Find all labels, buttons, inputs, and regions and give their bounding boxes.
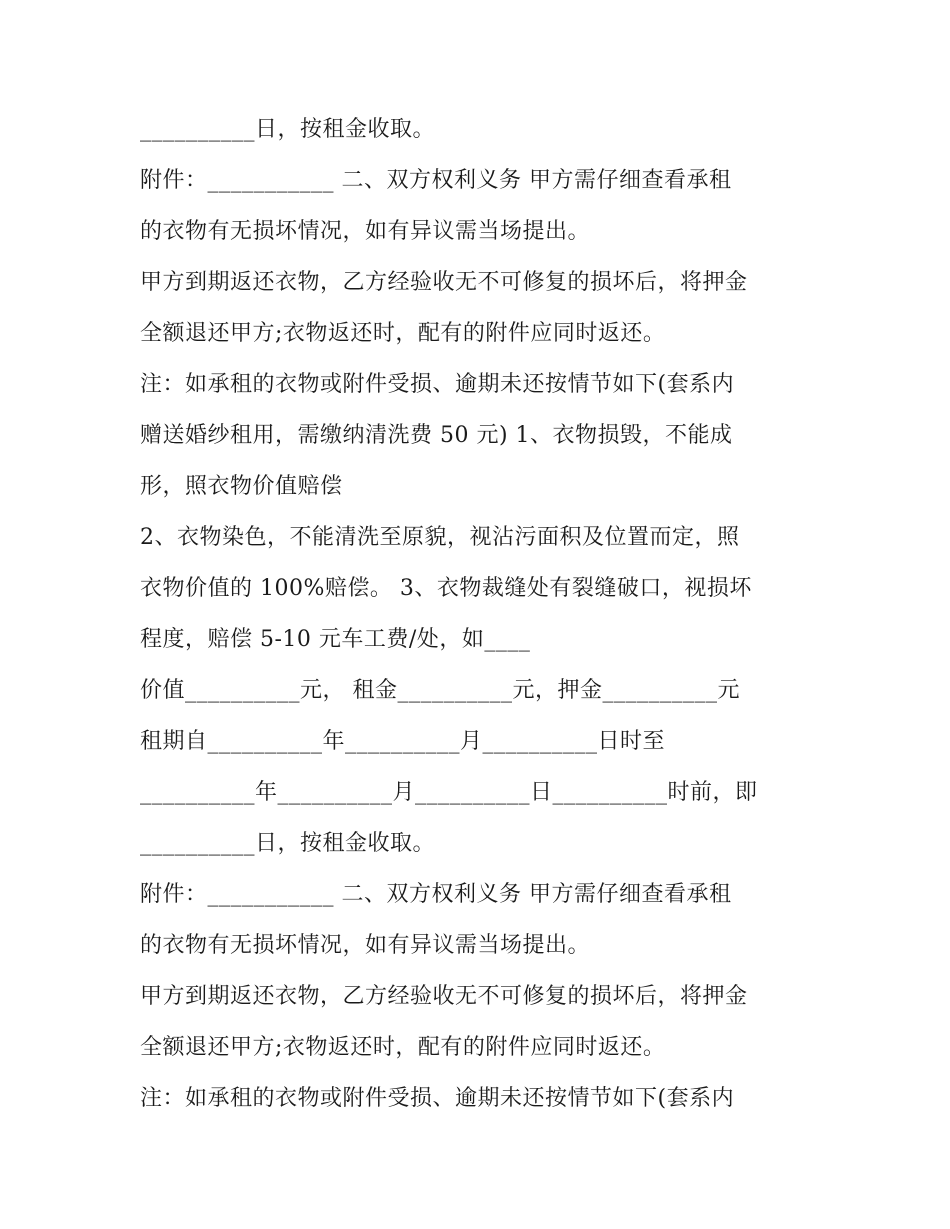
text-line: 注：如承租的衣物或附件受损、逾期未还按情节如下(套系内 <box>140 1086 735 1111</box>
text-line: 全额退还甲方;衣物返还时，配有的附件应同时返还。 <box>140 1035 666 1060</box>
text-line: 衣物价值的 100%赔偿。 3、衣物裁缝处有裂缝破口，视损坏 <box>140 576 752 601</box>
text-line: 全额退还甲方;衣物返还时，配有的附件应同时返还。 <box>140 321 666 346</box>
text-line: 程度，赔偿 5-10 元车工费/处，如____ <box>140 627 531 652</box>
text-line: 注：如承租的衣物或附件受损、逾期未还按情节如下(套系内 <box>140 372 735 397</box>
text-line: 甲方到期返还衣物，乙方经验收无不可修复的损坏后，将押金 <box>140 984 748 1009</box>
text-line: 附件：___________ 二、双方权利义务 甲方需仔细查看承租 <box>140 882 732 907</box>
text-line: 的衣物有无损坏情况，如有异议需当场提出。 <box>140 219 591 244</box>
text-line: 形，照衣物价值赔偿 <box>140 474 343 499</box>
text-line: 赠送婚纱租用，需缴纳清洗费 50 元) 1、衣物损毁，不能成 <box>140 423 733 448</box>
text-line: __________年__________月__________日__________时前，即 <box>140 780 758 805</box>
text-line: __________日，按租金收取。 <box>140 117 436 142</box>
text-line: 附件：___________ 二、双方权利义务 甲方需仔细查看承租 <box>140 168 732 193</box>
text-line: 租期自__________年__________月__________日时至 <box>140 729 666 754</box>
text-line: 甲方到期返还衣物，乙方经验收无不可修复的损坏后，将押金 <box>140 270 748 295</box>
document-body <box>140 104 830 1124</box>
text-line: 价值__________元， 租金__________元，押金__________元 <box>140 678 740 703</box>
text-line: 2、衣物染色，不能清洗至原貌，视沾污面积及位置而定，照 <box>140 525 740 550</box>
text-line: 的衣物有无损坏情况，如有异议需当场提出。 <box>140 933 591 958</box>
text-line: __________日，按租金收取。 <box>140 831 436 856</box>
